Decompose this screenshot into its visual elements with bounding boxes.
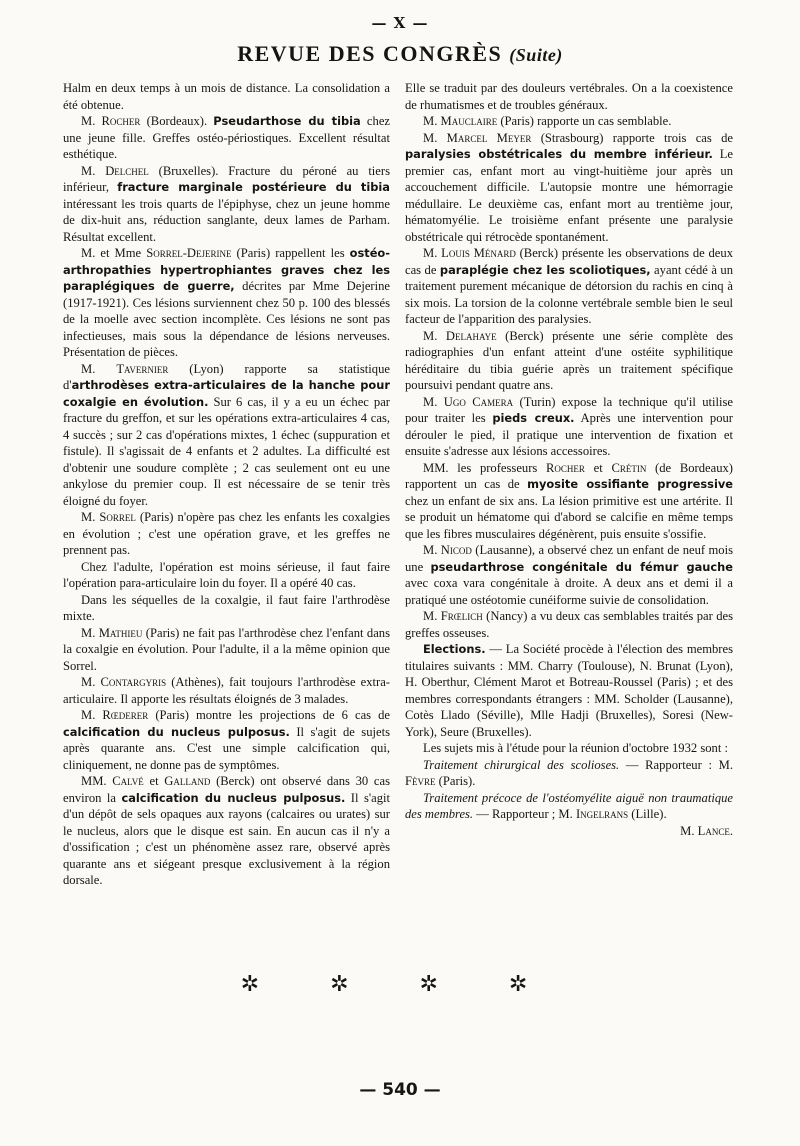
paragraph: M. Rocher (Bordeaux). Pseudarthose du tibia chez une jeune fille. Greffes ostéo-périostiques. Excellent résultat esthétique. <box>63 114 390 161</box>
paragraph: Traitement chirurgical des scolioses. — Rapporteur : M. Fèvre (Paris). <box>405 757 733 788</box>
paragraph: M. Rœderer (Paris) montre les projections de 6 cas de calcification du nucleus pulposus. Il s'agit de sujets après quarante ans. C'est une simple calcification qui, cliniquement, ne donne pas de symptômes. <box>63 708 390 772</box>
paragraph: Elections. — La Société procède à l'élection des membres titulaires suivants : MM. Charry (Toulouse), N. Brunat (Lyon), H. Oberthur, Clément Marot et Botreau-Roussel (Paris) ; et des membres correspondants étrangers : MM. Scholder (Lausanne), Cotès Llado (Séville), Mlle Hadji (Bruxelles), Soresi (New-York), Seure (Bruxelles). <box>405 642 733 739</box>
signature: M. Lance. <box>680 823 733 838</box>
paragraph: Les sujets mis à l'étude pour la réunion d'octobre 1932 sont : <box>423 741 728 755</box>
right-column <box>405 80 733 839</box>
page-section-number: — X — <box>371 14 429 32</box>
paragraph: Elle se traduit par des douleurs vertébrales. On a la coexistence de rhumatismes et de troubles généraux. <box>405 81 733 112</box>
paragraph: M. Contargyris (Athènes), fait toujours l'arthrodèse extra-articulaire. Il apporte les résultats éloignés de 3 malades. <box>63 675 390 706</box>
paragraph: M. et Mme Sorrel-Dejerine (Paris) rappellent les ostéo-arthropathies hypertrophiantes graves chez les paraplégiques de guerre, décrites par Mme Dejerine (1917-1921). Ces lésions surviennent chez 50 p. 100 des blessés de la moelle avec section incomplète. Ces lésions ne sont pas infectieuses, mais sous la dépendance de lésions nerveuses. Présentation de pièces. <box>63 246 390 359</box>
paragraph: M. Mathieu (Paris) ne fait pas l'arthrodèse chez l'enfant dans la coxalgie en évolution. Pour l'adulte, il a la même opinion que Sorrel. <box>63 625 390 673</box>
paragraph: M. Ugo Camera (Turin) expose la technique qu'il utilise pour traiter les pieds creux. Après une intervention pour dérouler le pied, il pratique une intervention de fixation et ensuite s'adresse aux lésions accessoires. <box>405 394 733 458</box>
paragraph: M. Nicod (Lausanne), a observé chez un enfant de neuf mois une pseudarthrose congénitale du fémur gauche avec coxa vara congénitale à droite. A deux ans et demi il a pratiqué une ostéotomie cunéiforme suivie de consolidation. <box>405 543 733 607</box>
paragraph: M. Tavernier (Lyon) rapporte sa statistique d'arthrodèses extra-articulaires de la hanche pour coxalgie en évolution. Sur 6 cas, il y a eu un échec par fracture du greffon, et sur les opérations extra-articulaires 4 cas, 4 succès ; sur 2 cas d'opérations mixtes, 1 échec (suppuration et fistule). Il s'agissait de 4 enfants et 2 adultes. La difficulté est d'obtenir une soudure complète ; 2 cas seulement ont eu une ankylose du premier coup. Il est nécessaire de se tenir très éloigné du foyer. <box>63 361 390 508</box>
paragraph: Dans les séquelles de la coxalgie, il faut faire l'arthrodèse mixte. <box>63 592 390 623</box>
paragraph: M. Delahaye (Berck) présente une série complète des radiographies d'un enfant atteint d'une ostéite syphilitique héréditaire du tibia guérie après un traitement spécifique poursuivi pendant quatre ans. <box>405 328 733 392</box>
paragraph: M. Sorrel (Paris) n'opère pas chez les enfants les coxalgies en évolution ; c'est une opération grave, et les greffes ne prennent pas. <box>63 510 390 557</box>
paragraph: M. Mauclaire (Paris) rapporte un cas semblable. <box>423 114 672 128</box>
paragraph: M. Louis Ménard (Berck) présente les observations de deux cas de paraplégie chez les scoliotiques, ayant cédé à un traitement purement mécanique de détorsion du rachis en cinq à six mois. La torsion de la colonne vertébrale semble bien le seul facteur de l'apparition des paralysies. <box>405 246 733 326</box>
page-number: — 540 — <box>359 1080 441 1100</box>
title-suite: (Suite) <box>509 45 563 65</box>
ornament-stars: ✲ ✲ ✲ ✲ <box>240 972 560 997</box>
paragraph: Traitement précoce de l'ostéomyélite aiguë non traumatique des membres. — Rapporteur ; M. Ingelrans (Lille). <box>405 790 733 821</box>
left-column <box>63 80 390 889</box>
page-title <box>0 41 800 67</box>
title-text: REVUE DES CONGRÈS <box>237 41 503 66</box>
paragraph: MM. les professeurs Rocher et Crétin (de Bordeaux) rapportent un cas de myosite ossifiante progressive chez un enfant de six ans. La lésion primitive est une artérite. Il se produit un hématome qui d'abord se calcifie en même temps que les fibres musculaires dégénèrent, puis ensuite s'ossifie. <box>405 460 733 541</box>
paragraph: M. Frœlich (Nancy) a vu deux cas semblables traités par des greffes osseuses. <box>405 609 733 640</box>
paragraph: M. Marcel Meyer (Strasbourg) rapporte trois cas de paralysies obstétricales du membre inférieur. Le premier cas, enfant mort au vingt-huitième jour après un accouchement difficile. L'autopsie montre une hémorragie médullaire. Le deuxième cas, enfant mort au trentième jour, hématomyélie. Le troisième enfant présente une paralysie obstétricale qui rétrocède spontanément. <box>405 130 734 244</box>
paragraph: MM. Calvé et Galland (Berck) ont observé dans 30 cas environ la calcification du nucleus pulposus. Il s'agit d'un dépôt de sels opaques aux rayons (calcaires ou urates) sur le nucleus, alors que le disque est sain. En aucun cas il n'y a d'ossification ; c'est un phénomène assez rare, observé après quarante ans et siégeant presque exclusivement à la région dorsale. <box>63 774 390 887</box>
paragraph: Halm en deux temps à un mois de distance. La consolidation a été obtenue. <box>63 81 390 112</box>
paragraph: Chez l'adulte, l'opération est moins sérieuse, il faut faire l'opération para-articulaire loin du foyer. Il a opéré 40 cas. <box>63 559 390 590</box>
paragraph: M. Delchel (Bruxelles). Fracture du péroné au tiers inférieur, fracture marginale postérieure du tibia intéressant les trois quarts de l'épiphyse, chez un jeune homme de dix-huit ans, réduction sanglante, deux lames de Parham. Résultat excellent. <box>63 163 390 244</box>
